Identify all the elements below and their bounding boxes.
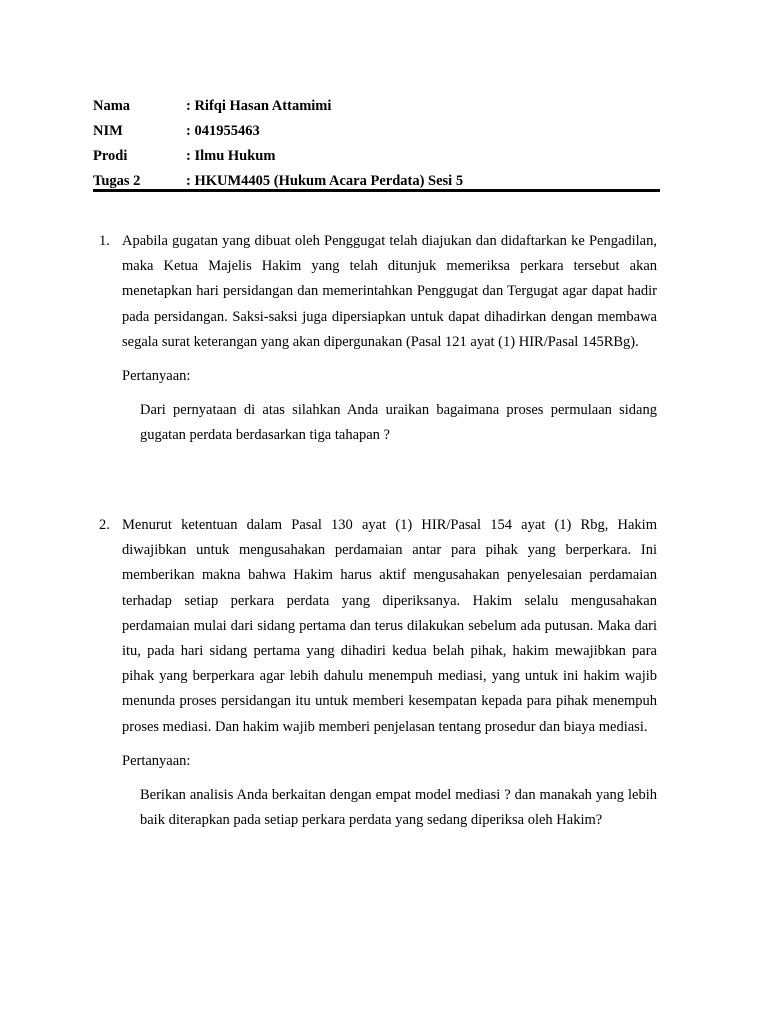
name-label: Nama [93,98,131,114]
prodi-label: Prodi [93,148,128,164]
header-row-prodi [93,144,660,169]
nim-value: : 041955463 [186,123,260,139]
header-row-name [93,94,660,119]
prompt-text: Dari pernyataan di atas silahkan Anda uraikan bagaimana proses permulaan sidang gugatan perdata berdasarkan tiga tahapan ? [140,402,657,444]
prodi-value: : Ilmu Hukum [186,148,276,164]
question-number: 1. [99,233,110,249]
question-1 [99,229,657,448]
prompt-label: Pertanyaan: [122,368,191,385]
assignment-label: Tugas 2 [93,173,141,189]
nim-label: NIM [93,123,123,139]
prompt-label: Pertanyaan: [122,752,191,769]
name-value: : Rifqi Hasan Attamimi [186,98,332,114]
header-divider [93,189,660,192]
student-info-header [93,94,660,194]
question-number: 2. [99,517,110,533]
question-2 [99,513,657,833]
prompt-text: Berikan analisis Anda berkaitan dengan empat model mediasi ? dan manakah yang lebih baik diterapkan pada setiap perkara perdata yang sedang diperiksa oleh Hakim? [140,786,657,828]
question-body: Apabila gugatan yang dibuat oleh Penggugat telah diajukan dan didaftarkan ke Pengadilan, maka Ketua Majelis Hakim yang telah ditunjuk memeriksa perkara tersebut akan menetapkan hari persidangan dan memerintahkan Penggugat dan Tergugat agar dapat hadir pada persidangan. Saksi-saksi juga dipersiapkan untuk dapat dihadirkan dengan membawa segala surat keterangan yang akan dipergunakan (Pasal 121 ayat (1) HIR/Pasal 145RBg). [122,233,657,350]
assignment-value: : HKUM4405 (Hukum Acara Perdata) Sesi 5 [186,173,464,189]
header-row-nim [93,119,660,144]
question-body: Menurut ketentuan dalam Pasal 130 ayat (1) HIR/Pasal 154 ayat (1) Rbg, Hakim diwajibkan untuk mengusahakan perdamaian antar para pihak yang berperkara. Ini memberikan makna bahwa Hakim harus aktif mengusahakan penyelesaian perdamaian terhadap setiap perkara perdata yang diperiksanya. Hakim selalu mengusahakan perdamaian mulai dari sidang pertama dan terus dilakukan sebelum ada putusan. Maka dari itu, pada hari sidang pertama yang dihadiri kedua belah pihak, hakim mewajibkan para pihak yang berperkara agar lebih dahulu menempuh mediasi, yang untuk ini hakim wajib menunda proses persidangan itu untuk memberi kesempatan kepada para pihak menempuh proses mediasi. Dan hakim wajib memberi penjelasan tentang prosedur dan biaya mediasi. [122,517,657,735]
